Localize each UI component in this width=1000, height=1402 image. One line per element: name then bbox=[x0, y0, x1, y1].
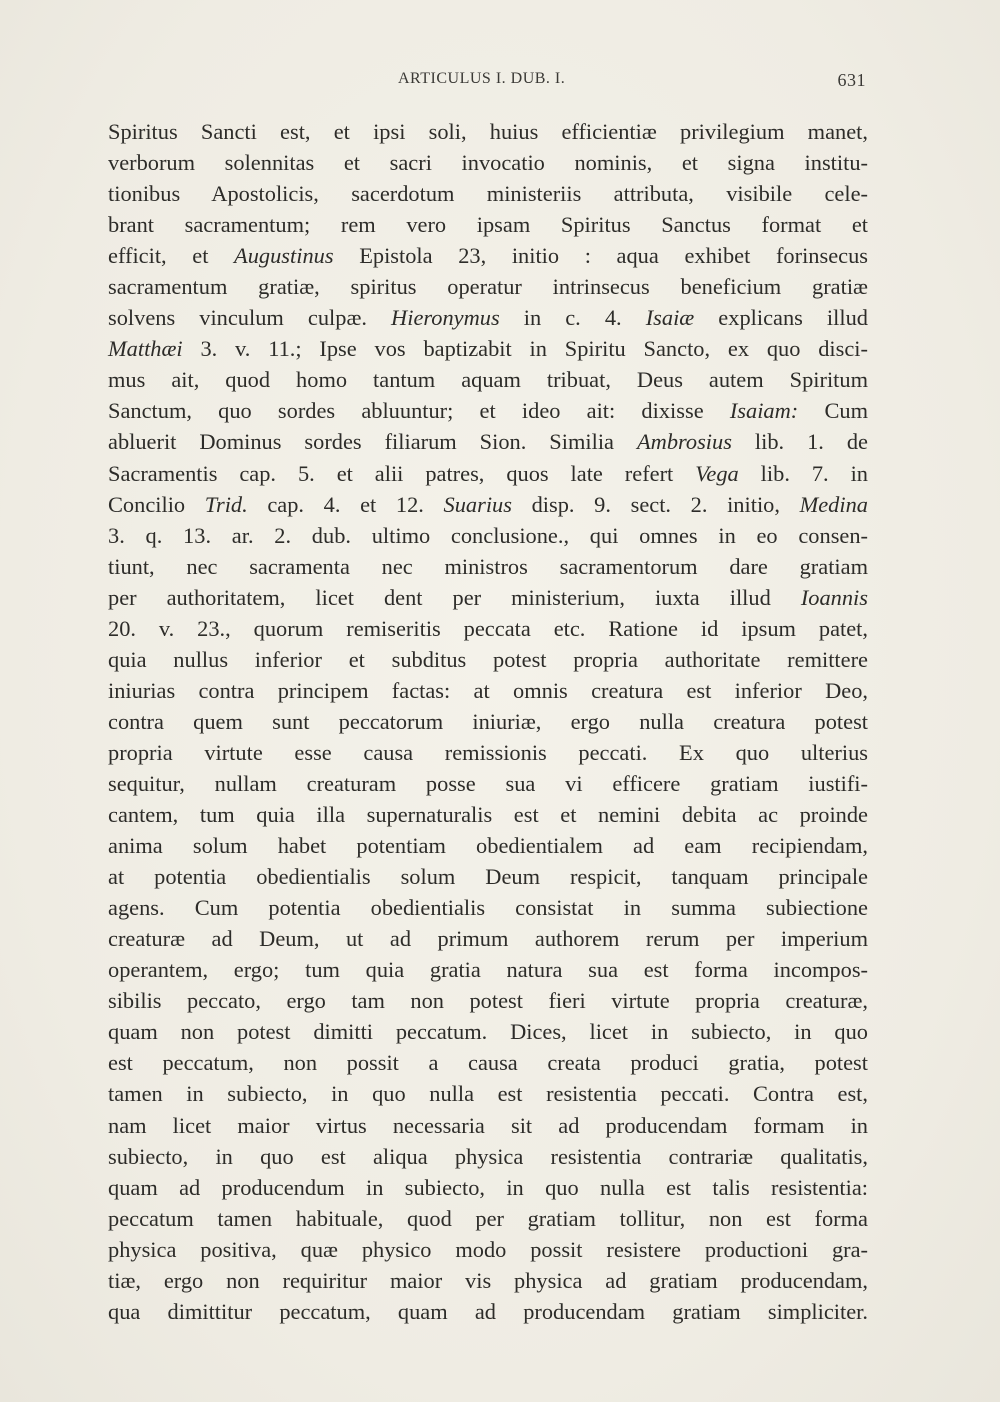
text-line bbox=[108, 240, 868, 271]
italic-citation: Isaiam: bbox=[729, 398, 799, 424]
text-run: Cum bbox=[798, 398, 868, 424]
text-run: lib. 7. in bbox=[738, 460, 868, 486]
text-line bbox=[108, 985, 868, 1016]
text-line bbox=[108, 1172, 868, 1203]
italic-citation: Ambrosius bbox=[636, 429, 732, 455]
text-run: sacramentum gratiæ, spiritus operatur intrinsecus beneficium gratiæ bbox=[108, 274, 868, 300]
text-line bbox=[108, 861, 868, 892]
text-line bbox=[108, 209, 868, 240]
text-run: quam ad producendum in subiecto, in quo nulla est talis resistentia: bbox=[108, 1174, 868, 1200]
text-run: tamen in subiecto, in quo nulla est resistentia peccati. Contra est, bbox=[108, 1081, 868, 1107]
text-run: efficit, et bbox=[108, 243, 235, 269]
text-line bbox=[108, 675, 868, 706]
text-line bbox=[108, 1047, 868, 1078]
text-run: Sacramentis cap. 5. et alii patres, quos late refert bbox=[108, 460, 696, 486]
text-run: operantem, ergo; tum quia gratia natura sua est forma incompos- bbox=[108, 957, 868, 983]
text-run: sequitur, nullam creaturam posse sua vi efficere gratiam iustifi- bbox=[108, 770, 868, 796]
text-run: tiunt, nec sacramenta nec ministros sacramentorum dare gratiam bbox=[108, 553, 868, 579]
text-run: agens. Cum potentia obedientialis consistat in summa subiectione bbox=[108, 895, 868, 921]
italic-citation: Matthæi bbox=[108, 336, 183, 362]
text-line bbox=[108, 147, 868, 178]
text-run: solvens vinculum culpæ. bbox=[108, 305, 392, 331]
text-line bbox=[108, 458, 868, 489]
text-line bbox=[108, 582, 868, 613]
text-run: quia nullus inferior et subditus potest propria authoritate remittere bbox=[108, 646, 868, 672]
text-line bbox=[108, 426, 868, 457]
text-line bbox=[108, 954, 868, 985]
text-line bbox=[108, 768, 868, 799]
text-run: cantem, tum quia illa supernaturalis est et nemini debita ac proinde bbox=[108, 802, 868, 828]
text-run: Epistola 23, initio : aqua exhibet forinsecus bbox=[333, 243, 868, 269]
text-line bbox=[108, 1234, 868, 1265]
text-line bbox=[108, 333, 868, 364]
running-head bbox=[108, 70, 866, 94]
text-line bbox=[108, 1016, 868, 1047]
text-line bbox=[108, 364, 868, 395]
text-run: cap. 4. et 12. bbox=[247, 491, 444, 517]
text-line bbox=[108, 1296, 868, 1327]
text-run: 3. v. 11.; Ipse vos baptizabit in Spiritu Sancto, ex quo disci- bbox=[182, 336, 868, 362]
text-run: per authoritatem, licet dent per ministerium, iuxta illud bbox=[108, 584, 801, 610]
text-line bbox=[108, 1265, 868, 1296]
text-line bbox=[108, 116, 868, 147]
text-run: subiecto, in quo est aliqua physica resistentia contrariæ qualitatis, bbox=[108, 1143, 868, 1169]
text-line bbox=[108, 178, 868, 209]
text-line bbox=[108, 1203, 868, 1234]
text-run: disp. 9. sect. 2. initio, bbox=[511, 491, 800, 517]
text-run: iniurias contra principem factas: at omnis creatura est inferior Deo, bbox=[108, 677, 868, 703]
text-run: propria virtute esse causa remissionis peccati. Ex quo ulterius bbox=[108, 739, 868, 765]
text-line bbox=[108, 737, 868, 768]
text-run: brant sacramentum; rem vero ipsam Spiritus Sanctus format et bbox=[108, 212, 868, 238]
text-run: verborum solennitas et sacri invocatio nominis, et signa institu- bbox=[108, 150, 868, 176]
italic-citation: Trid. bbox=[204, 491, 248, 517]
text-run: at potentia obedientialis solum Deum respicit, tanquam principale bbox=[108, 864, 868, 890]
body-text bbox=[108, 116, 868, 1327]
text-run: creaturæ ad Deum, ut ad primum authorem rerum per imperium bbox=[108, 926, 868, 952]
text-run: qua dimittitur peccatum, quam ad producendam gratiam simpliciter. bbox=[108, 1298, 868, 1324]
text-run: lib. 1. de bbox=[731, 429, 868, 455]
text-run: mus ait, quod homo tantum aquam tribuat, Deus autem Spiritum bbox=[108, 367, 868, 393]
running-title: ARTICULUS I. DUB. I. bbox=[398, 70, 566, 87]
text-line bbox=[108, 271, 868, 302]
text-line bbox=[108, 1110, 868, 1141]
text-run: contra quem sunt peccatorum iniuriæ, ergo nulla creatura potest bbox=[108, 708, 868, 734]
text-run: sibilis peccato, ergo tam non potest fieri virtute propria creaturæ, bbox=[108, 988, 868, 1014]
text-run: peccatum tamen habituale, quod per gratiam tollitur, non est forma bbox=[108, 1205, 868, 1231]
italic-citation: Hieronymus bbox=[391, 305, 500, 331]
text-run: explicans illud bbox=[694, 305, 868, 331]
italic-citation: Ioannis bbox=[800, 584, 868, 610]
text-line bbox=[108, 923, 868, 954]
text-run: Spiritus Sancti est, et ipsi soli, huius efficientiæ privilegium manet, bbox=[108, 119, 868, 144]
text-run: in c. 4. bbox=[499, 305, 646, 331]
text-run: physica positiva, quæ physico modo possit resistere productioni gra- bbox=[108, 1236, 868, 1262]
italic-citation: Medina bbox=[799, 491, 868, 517]
text-line bbox=[108, 644, 868, 675]
text-run: abluerit Dominus sordes filiarum Sion. Similia bbox=[108, 429, 637, 455]
text-line bbox=[108, 1078, 868, 1109]
text-line bbox=[108, 706, 868, 737]
text-run: 3. q. 13. ar. 2. dub. ultimo conclusione., qui omnes in eo consen- bbox=[108, 522, 868, 548]
italic-citation: Augustinus bbox=[234, 243, 334, 269]
italic-citation: Vega bbox=[695, 460, 739, 486]
text-line bbox=[108, 489, 868, 520]
italic-citation: Suarius bbox=[443, 491, 512, 517]
text-line bbox=[108, 799, 868, 830]
text-run: quam non potest dimitti peccatum. Dices, licet in subiecto, in quo bbox=[108, 1019, 868, 1045]
text-run: tiæ, ergo non requiritur maior vis physica ad gratiam producendam, bbox=[108, 1267, 868, 1293]
page-number: 631 bbox=[837, 70, 866, 90]
text-run: Sanctum, quo sordes abluuntur; et ideo ait: dixisse bbox=[108, 398, 730, 424]
text-run: 20. v. 23., quorum remiseritis peccata etc. Ratione id ipsum patet, bbox=[108, 615, 868, 641]
text-run: Concilio bbox=[108, 491, 205, 517]
text-line bbox=[108, 613, 868, 644]
italic-citation: Isaiæ bbox=[645, 305, 695, 331]
text-line bbox=[108, 1141, 868, 1172]
text-line bbox=[108, 551, 868, 582]
text-line bbox=[108, 395, 868, 426]
text-run: est peccatum, non possit a causa creata produci gratia, potest bbox=[108, 1050, 868, 1076]
text-run: nam licet maior virtus necessaria sit ad producendam formam in bbox=[108, 1112, 868, 1138]
text-run: tionibus Apostolicis, sacerdotum ministeriis attributa, visibile cele- bbox=[108, 181, 868, 207]
text-line bbox=[108, 520, 868, 551]
text-line bbox=[108, 302, 868, 333]
text-line bbox=[108, 892, 868, 923]
text-line bbox=[108, 830, 868, 861]
text-run: anima solum habet potentiam obedientialem ad eam recipiendam, bbox=[108, 833, 868, 859]
